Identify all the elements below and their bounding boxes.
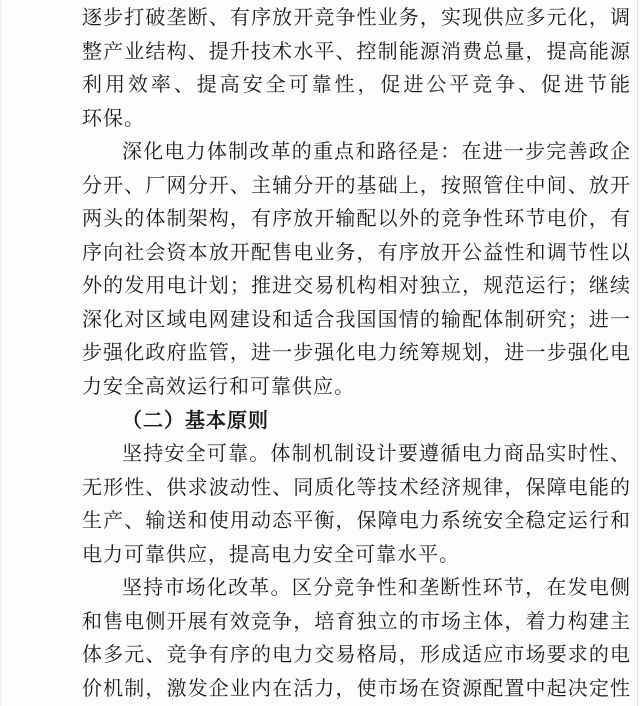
text-line: 力安全高效运行和可靠供应。	[82, 374, 355, 399]
text-line: 坚持安全可靠。体制机制设计要遵循电力商品实时性、	[122, 441, 631, 466]
text-line: 坚持市场化改革。区分竞争性和垄断性环节，在发电侧	[122, 575, 631, 600]
text-line: 序向社会资本放开配售电业务，有序放开公益性和调节性以	[82, 239, 631, 264]
text-line: 深化电力体制改革的重点和路径是：在进一步完善政企	[122, 139, 631, 164]
text-line: 整产业结构、提升技术水平、控制能源消费总量，提高能源	[82, 38, 631, 63]
text-line: 无形性、供求波动性、同质化等技术经济规律，保障电能的	[82, 474, 631, 499]
text-line: 利用效率、提高安全可靠性，促进公平竞争、促进节能	[82, 72, 631, 97]
text-line: 和售电侧开展有效竞争，培育独立的市场主体，着力构建主	[82, 608, 631, 633]
text-line: 外的发用电计划；推进交易机构相对独立，规范运行；继续	[82, 273, 631, 298]
scan-edge-left	[0, 0, 1, 706]
text-line: 步强化政府监管，进一步强化电力统筹规划，进一步强化电	[82, 340, 631, 365]
text-line: 两头的体制架构，有序放开输配以外的竞争性环节电价，有	[82, 206, 631, 231]
text-line: 电力可靠供应，提高电力安全可靠水平。	[82, 541, 460, 566]
text-line: 体多元、竞争有序的电力交易格局，形成适应市场要求的电	[82, 642, 631, 667]
section-heading-line: （二）基本原则	[122, 407, 269, 432]
text-line: 分开、厂网分开、主辅分开的基础上，按照管住中间、放开	[82, 172, 631, 197]
text-line: 环保。	[82, 105, 145, 130]
text-line: 生产、输送和使用动态平衡，保障电力系统安全稳定运行和	[82, 508, 631, 533]
text-line: 逐步打破垄断、有序放开竞争性业务，实现供应多元化，调	[82, 5, 631, 29]
text-line: 深化对区域电网建设和适合我国国情的输配体制研究；进一	[82, 306, 631, 331]
text-line: 价机制，激发企业内在活力，使市场在资源配置中起决定性	[82, 675, 631, 700]
scan-edge-right	[637, 0, 638, 706]
